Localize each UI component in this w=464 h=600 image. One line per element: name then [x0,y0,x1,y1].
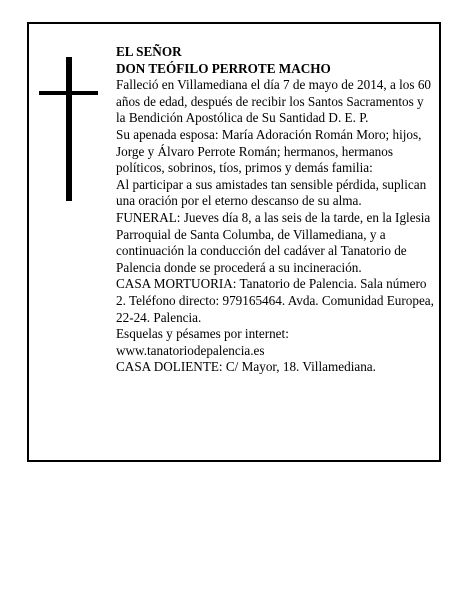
deceased-name: DON TEÓFILO PERROTE MACHO [116,60,331,76]
death-details: Falleció en Villamediana el día 7 de mayo de 2014, a los 60 años de edad, después de recibir los Santos Sacramentos y la Bendición Apostólica de Su Santidad D. E. P. [116,77,432,126]
notice-text [116,44,434,376]
cross-horizontal-bar [39,91,98,95]
prayer-request: Al participar a sus amistades tan sensible pérdida, suplican una oración por el eterno descanso de su alma. [116,176,427,209]
funeral-info: FUNERAL: Jueves día 8, a las seis de la tarde, en la Iglesia Parroquial de Santa Columba, de Villamediana, y a continuación la conducción del cadáver al Tanatorio de Palencia donde se procederá a su incineración. [116,209,431,275]
family-list: Su apenada esposa: María Adoración Román Moro; hijos, Jorge y Álvaro Perrote Román; hermanos, hermanos políticos, sobrinos, tíos, primos y demás familia: [116,126,422,176]
notice-title: EL SEÑOR [116,44,182,59]
condolences-label: Esquelas y pésames por internet: [116,326,289,342]
obituary-notice [27,22,441,462]
condolences-website: www.tanatoriodepalencia.es [116,342,265,358]
cross-vertical-bar [66,57,72,201]
cross-icon [39,57,98,201]
family-home-address: CASA DOLIENTE: C/ Mayor, 18. Villamediana. [116,359,376,375]
mortuary-info: CASA MORTUORIA: Tanatorio de Palencia. Sala número 2. Teléfono directo: 979165464. Avda. Comunidad Europea, 22-24. Palencia. [116,276,434,325]
